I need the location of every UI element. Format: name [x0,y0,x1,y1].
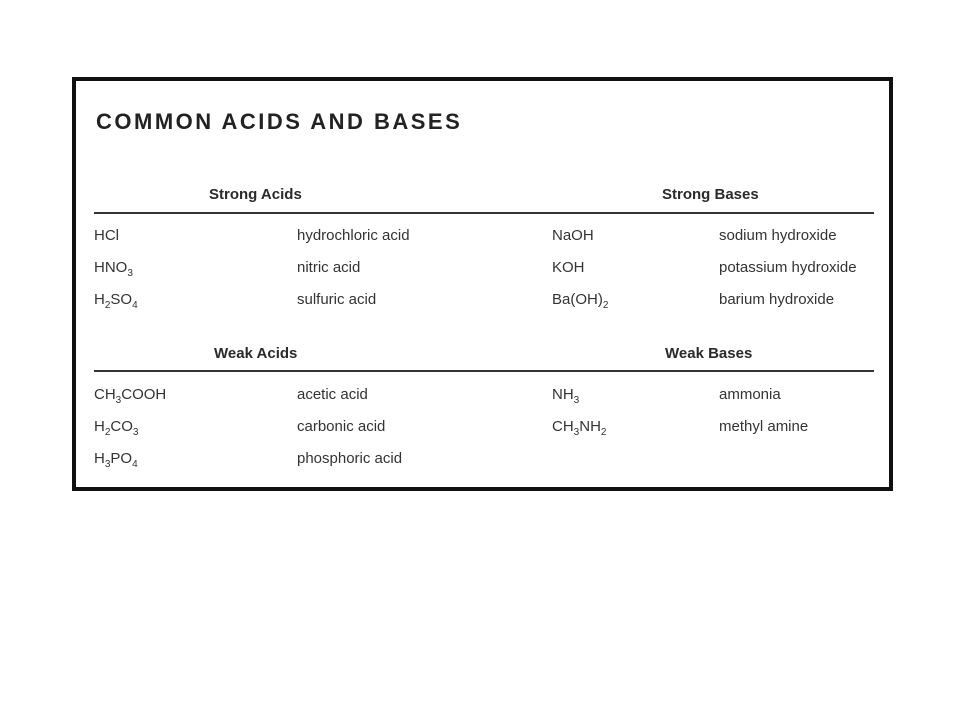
weak-acids-heading: Weak Acids [214,345,298,362]
strong-acid-formula: $H_2SO_4$ [94,291,138,311]
weak-base-formula: $NH_3$ [552,386,580,406]
weak-acid-formula: $H_2CO_3$ [94,418,139,438]
weak-acid-formula: $CH_3COOH$ [94,386,167,406]
strong-base-name: potassium hydroxide [719,259,857,276]
weak-base-name: ammonia [719,386,781,403]
strong-bases-heading: Strong Bases [662,186,759,203]
weak-section-rule [94,370,874,372]
strong-acid-name: sulfuric acid [297,291,377,308]
strong-acid-name: nitric acid [297,259,361,276]
table-title: COMMON ACIDS AND BASES [96,109,463,134]
strong-base-formula: $Ba(OH)_2$ [552,291,609,311]
strong-acid-formula: HCl [94,227,119,244]
weak-acid-formula: $H_3PO_4$ [94,450,138,470]
strong-base-formula: NaOH [552,227,594,244]
acids-bases-table [72,77,893,491]
strong-acid-formula: $HNO_3$ [94,259,133,279]
strong-acid-name: hydrochloric acid [297,227,410,244]
weak-acid-name: carbonic acid [297,418,386,435]
strong-acids-heading: Strong Acids [209,186,302,203]
weak-base-formula: $CH_3NH_2$ [552,418,607,438]
weak-base-name: methyl amine [719,418,809,435]
strong-base-name: barium hydroxide [719,291,835,308]
strong-section-rule [94,212,874,214]
strong-base-name: sodium hydroxide [719,227,837,244]
weak-acid-name: acetic acid [297,386,368,403]
weak-bases-heading: Weak Bases [665,345,753,362]
strong-base-formula: KOH [552,259,585,276]
weak-acid-name: phosphoric acid [297,450,403,467]
